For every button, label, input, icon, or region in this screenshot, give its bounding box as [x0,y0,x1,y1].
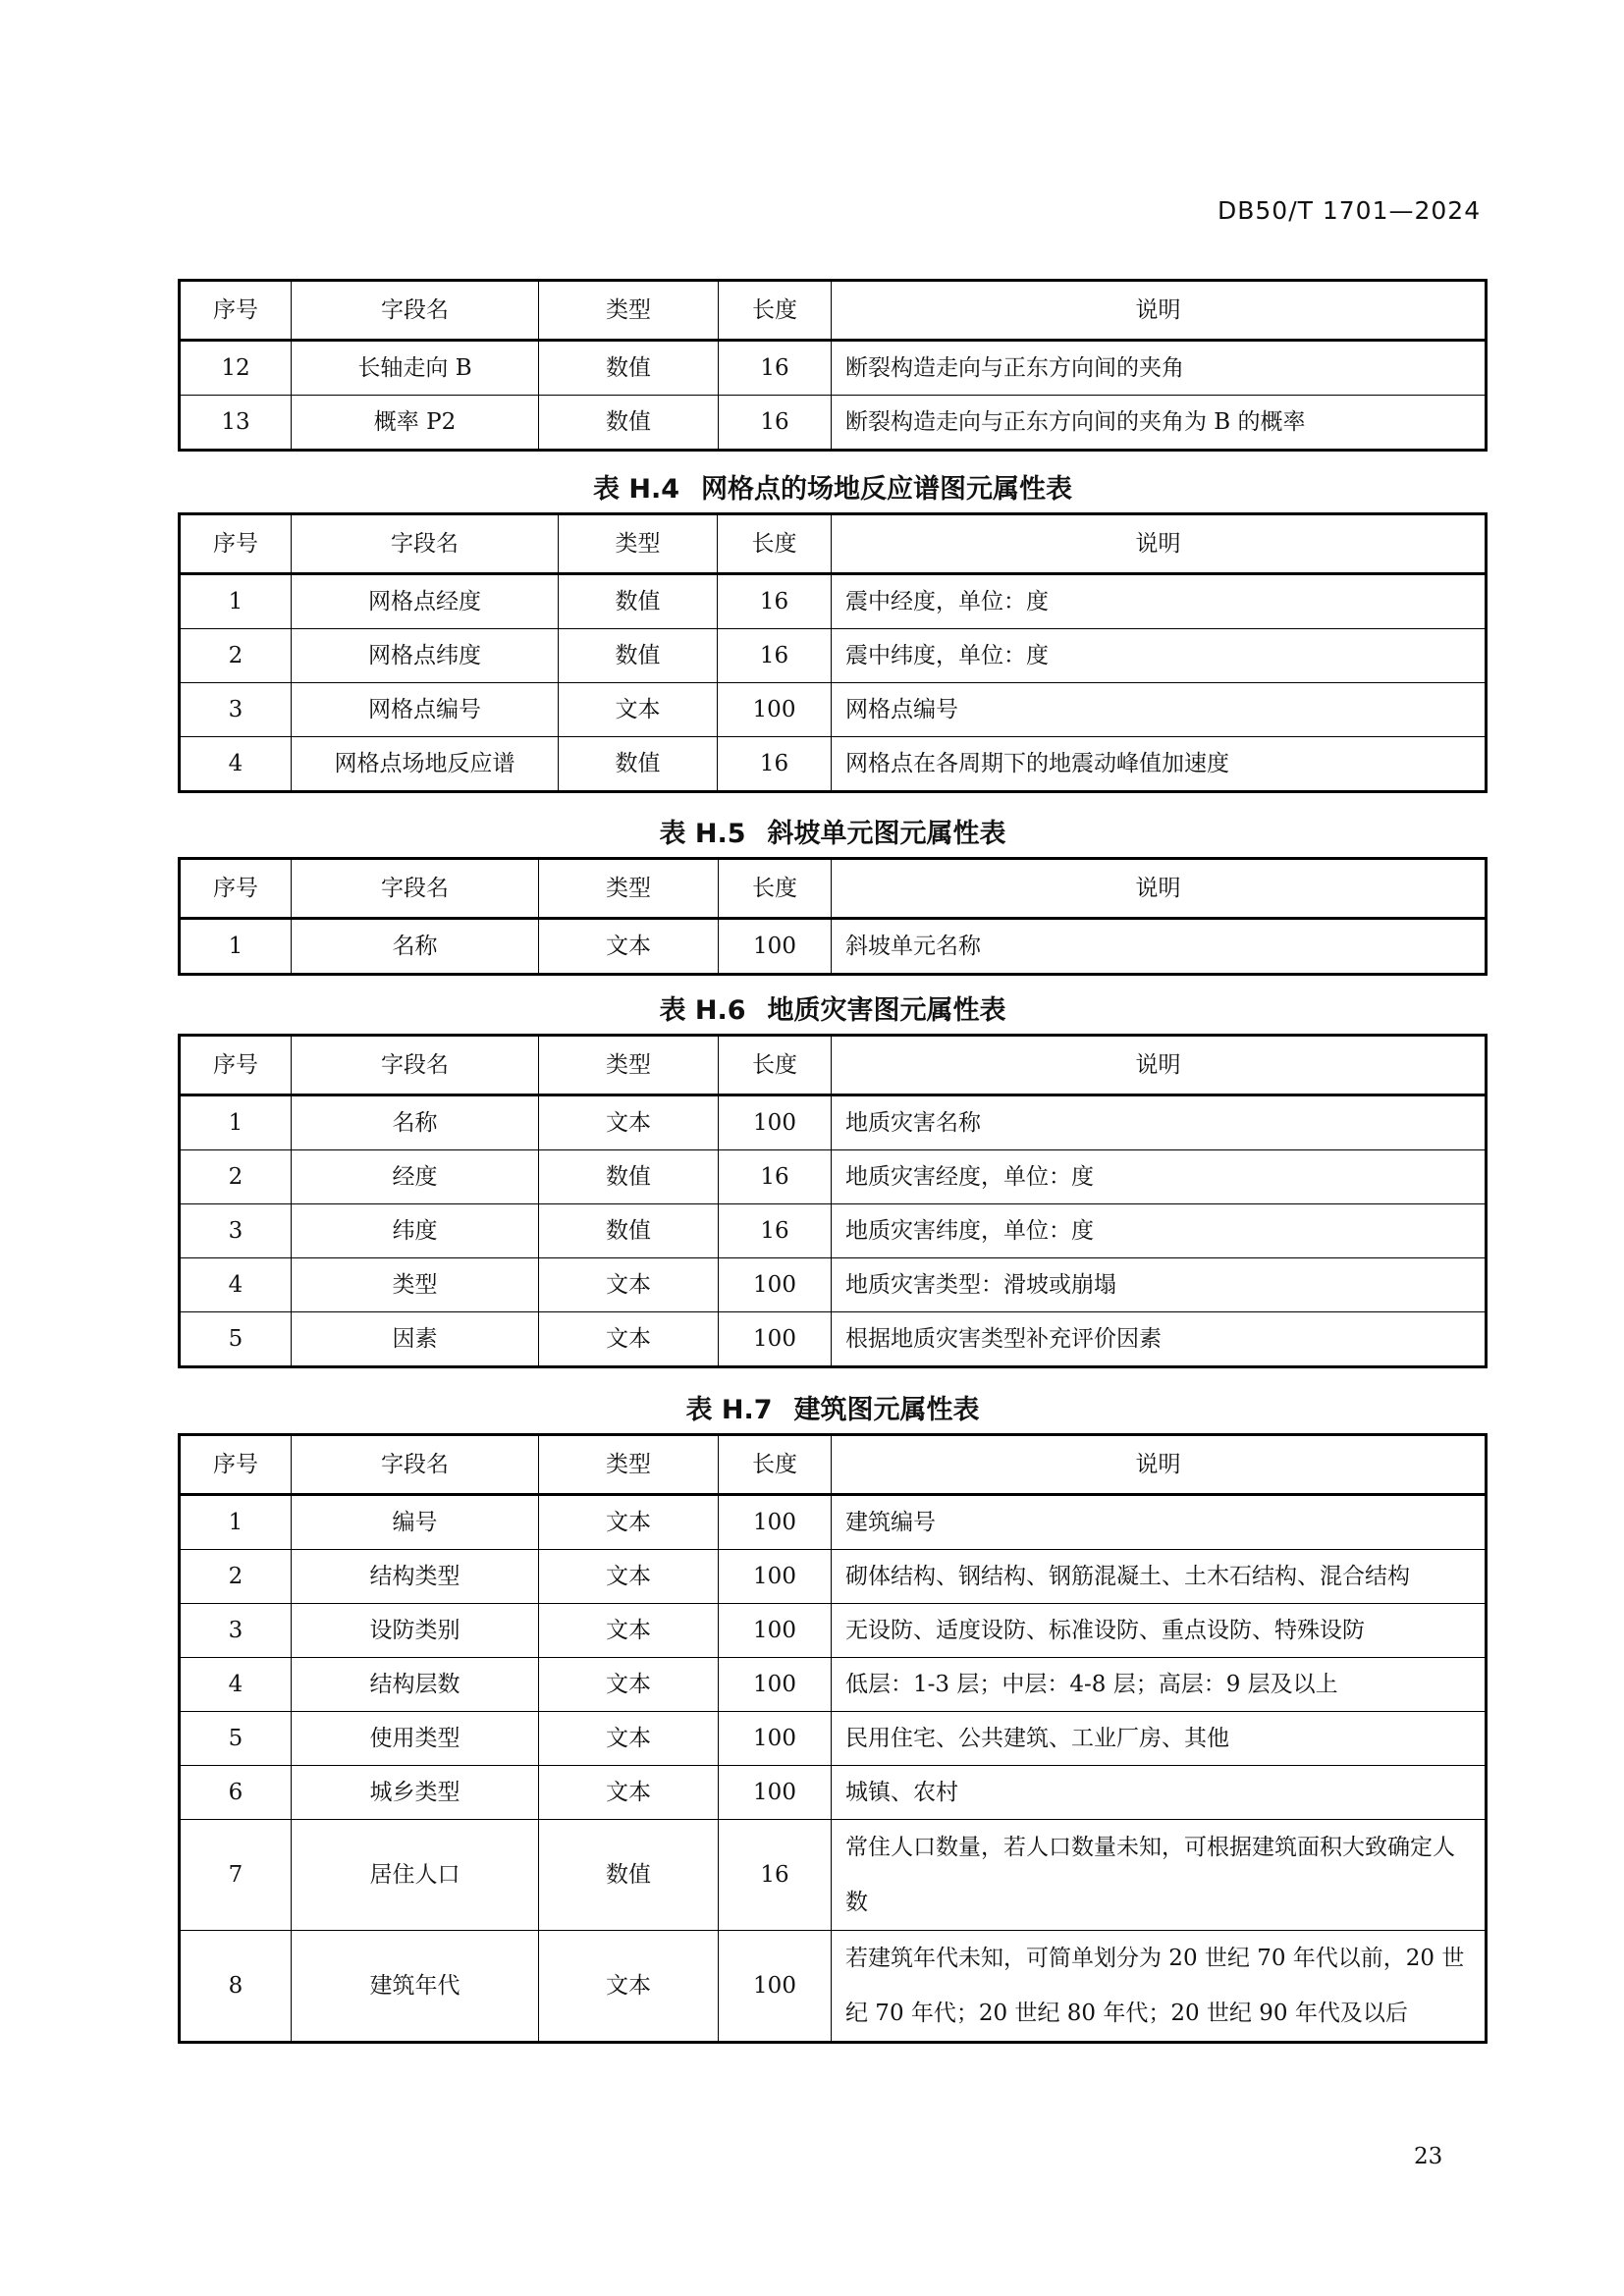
cell-type: 文本 [539,1931,719,2043]
cell-description: 斜坡单元名称 [832,919,1487,975]
cell-index: 4 [180,1258,292,1312]
cell-index: 5 [180,1312,292,1367]
cell-index: 6 [180,1766,292,1820]
cell-length: 16 [719,1150,832,1204]
cell-field-name: 网格点编号 [292,683,559,737]
cell-length: 100 [719,1312,832,1367]
cell-description: 低层：1-3 层；中层：4-8 层；高层：9 层及以上 [832,1658,1487,1712]
cell-description: 断裂构造走向与正东方向间的夹角为 B 的概率 [832,396,1487,451]
cell-length: 100 [719,1658,832,1712]
cell-index: 2 [180,1150,292,1204]
cell-description: 网格点编号 [832,683,1487,737]
cell-field-name: 概率 P2 [292,396,539,451]
table-header-row [180,859,1487,919]
cell-type: 文本 [539,1604,719,1658]
table-h6 [178,1034,1488,1368]
cell-length: 16 [718,629,832,683]
table-h5-caption [178,815,1488,854]
table-header-row [180,1036,1487,1095]
table-h5 [178,857,1488,976]
cell-index: 12 [180,341,292,396]
cell-field-name: 网格点纬度 [292,629,559,683]
cell-field-name: 网格点经度 [292,574,559,629]
col-header-description: 说明 [832,514,1487,574]
col-header-index: 序号 [180,514,292,574]
table-row [180,919,1487,975]
cell-description: 若建筑年代未知，可简单划分为 20 世纪 70 年代以前，20 世纪 70 年代；20 世纪 80 年代；20 世纪 90 年代及以后 [832,1931,1487,2043]
cell-length: 100 [719,1495,832,1550]
cell-index: 7 [180,1820,292,1931]
cell-index: 1 [180,919,292,975]
cell-field-name: 设防类别 [292,1604,539,1658]
cell-type: 数值 [539,1150,719,1204]
cell-description: 断裂构造走向与正东方向间的夹角 [832,341,1487,396]
page-number: 23 [1414,2144,1443,2169]
table-header-row [180,514,1487,574]
table-row [180,629,1487,683]
table-header-row [180,281,1487,341]
cell-field-name: 纬度 [292,1204,539,1258]
cell-index: 3 [180,1204,292,1258]
cell-length: 16 [719,396,832,451]
table-h3-continued [178,279,1488,452]
cell-length: 16 [718,737,832,792]
cell-length: 100 [719,1258,832,1312]
cell-length: 100 [719,919,832,975]
cell-index: 1 [180,1495,292,1550]
col-header-index: 序号 [180,281,292,341]
cell-length: 16 [719,1204,832,1258]
col-header-length: 长度 [719,859,832,919]
col-header-description: 说明 [832,281,1487,341]
col-header-type: 类型 [539,281,719,341]
cell-type: 文本 [539,1766,719,1820]
cell-description: 地质灾害经度，单位：度 [832,1150,1487,1204]
table-row [180,1604,1487,1658]
table-header-row [180,1435,1487,1495]
col-header-field-name: 字段名 [292,281,539,341]
cell-length: 16 [718,574,832,629]
table-row [180,1150,1487,1204]
table-row [180,1312,1487,1367]
cell-length: 100 [719,1766,832,1820]
cell-field-name: 编号 [292,1495,539,1550]
col-header-type: 类型 [539,859,719,919]
col-header-index: 序号 [180,1036,292,1095]
table-row [180,737,1487,792]
cell-index: 8 [180,1931,292,2043]
cell-type: 数值 [539,396,719,451]
cell-description: 民用住宅、公共建筑、工业厂房、其他 [832,1712,1487,1766]
cell-description: 地质灾害名称 [832,1095,1487,1150]
cell-type: 文本 [559,683,718,737]
cell-type: 数值 [539,1820,719,1931]
col-header-field-name: 字段名 [292,859,539,919]
table-row [180,1820,1487,1931]
table-row [180,1931,1487,2043]
cell-type: 数值 [559,629,718,683]
cell-description: 网格点在各周期下的地震动峰值加速度 [832,737,1487,792]
table-row [180,1766,1487,1820]
cell-length: 100 [719,1550,832,1604]
cell-length: 100 [719,1095,832,1150]
col-header-index: 序号 [180,859,292,919]
table-row [180,1258,1487,1312]
col-header-description: 说明 [832,1435,1487,1495]
table-h7-caption [178,1391,1488,1430]
table-h6-caption [178,991,1488,1031]
cell-field-name: 城乡类型 [292,1766,539,1820]
cell-type: 数值 [559,574,718,629]
col-header-length: 长度 [719,281,832,341]
caption-title: 网格点的场地反应谱图元属性表 [701,474,1073,505]
cell-index: 4 [180,1658,292,1712]
table-row [180,1712,1487,1766]
cell-field-name: 名称 [292,1095,539,1150]
cell-description: 砌体结构、钢结构、钢筋混凝土、土木石结构、混合结构 [832,1550,1487,1604]
cell-description: 震中经度，单位：度 [832,574,1487,629]
col-header-type: 类型 [539,1036,719,1095]
cell-length: 16 [719,341,832,396]
table-h7 [178,1433,1488,2044]
cell-index: 5 [180,1712,292,1766]
cell-description: 建筑编号 [832,1495,1487,1550]
table-row [180,341,1487,396]
col-header-index: 序号 [180,1435,292,1495]
col-header-field-name: 字段名 [292,1036,539,1095]
table-row [180,1495,1487,1550]
cell-index: 4 [180,737,292,792]
cell-field-name: 名称 [292,919,539,975]
caption-title: 建筑图元属性表 [793,1395,980,1425]
table-row [180,1550,1487,1604]
cell-field-name: 结构层数 [292,1658,539,1712]
cell-description: 城镇、农村 [832,1766,1487,1820]
table-row [180,574,1487,629]
cell-field-name: 长轴走向 B [292,341,539,396]
cell-length: 100 [718,683,832,737]
col-header-description: 说明 [832,1036,1487,1095]
cell-index: 13 [180,396,292,451]
col-header-length: 长度 [718,514,832,574]
cell-type: 文本 [539,1495,719,1550]
cell-type: 数值 [539,341,719,396]
col-header-type: 类型 [539,1435,719,1495]
caption-number: 表 H.7 [685,1395,773,1425]
caption-number: 表 H.5 [659,819,746,849]
cell-field-name: 居住人口 [292,1820,539,1931]
cell-type: 文本 [539,1258,719,1312]
cell-description: 常住人口数量，若人口数量未知，可根据建筑面积大致确定人数 [832,1820,1487,1931]
table-row [180,1204,1487,1258]
col-header-type: 类型 [559,514,718,574]
table-row [180,1095,1487,1150]
caption-title: 斜坡单元图元属性表 [767,819,1006,849]
table-h4 [178,512,1488,793]
cell-field-name: 使用类型 [292,1712,539,1766]
cell-type: 文本 [539,1095,719,1150]
cell-index: 3 [180,1604,292,1658]
cell-field-name: 类型 [292,1258,539,1312]
cell-index: 1 [180,1095,292,1150]
col-header-length: 长度 [719,1435,832,1495]
col-header-field-name: 字段名 [292,1435,539,1495]
standard-code: DB50/T 1701—2024 [1218,196,1482,225]
cell-type: 文本 [539,1312,719,1367]
cell-description: 震中纬度，单位：度 [832,629,1487,683]
col-header-description: 说明 [832,859,1487,919]
cell-type: 文本 [539,1658,719,1712]
cell-type: 数值 [559,737,718,792]
cell-length: 100 [719,1604,832,1658]
cell-length: 16 [719,1820,832,1931]
cell-description: 根据地质灾害类型补充评价因素 [832,1312,1487,1367]
caption-title: 地质灾害图元属性表 [767,995,1006,1026]
cell-index: 2 [180,1550,292,1604]
cell-description: 地质灾害类型：滑坡或崩塌 [832,1258,1487,1312]
cell-type: 文本 [539,1550,719,1604]
cell-index: 2 [180,629,292,683]
table-row [180,396,1487,451]
col-header-field-name: 字段名 [292,514,559,574]
cell-type: 文本 [539,1712,719,1766]
table-h4-caption [178,470,1488,509]
col-header-length: 长度 [719,1036,832,1095]
cell-index: 3 [180,683,292,737]
cell-index: 1 [180,574,292,629]
caption-number: 表 H.6 [659,995,746,1026]
cell-field-name: 因素 [292,1312,539,1367]
cell-field-name: 结构类型 [292,1550,539,1604]
cell-type: 数值 [539,1204,719,1258]
cell-field-name: 网格点场地反应谱 [292,737,559,792]
cell-field-name: 经度 [292,1150,539,1204]
table-row [180,683,1487,737]
table-row [180,1658,1487,1712]
caption-number: 表 H.4 [592,474,680,505]
cell-field-name: 建筑年代 [292,1931,539,2043]
cell-description: 无设防、适度设防、标准设防、重点设防、特殊设防 [832,1604,1487,1658]
cell-length: 100 [719,1712,832,1766]
cell-type: 文本 [539,919,719,975]
cell-description: 地质灾害纬度，单位：度 [832,1204,1487,1258]
cell-length: 100 [719,1931,832,2043]
